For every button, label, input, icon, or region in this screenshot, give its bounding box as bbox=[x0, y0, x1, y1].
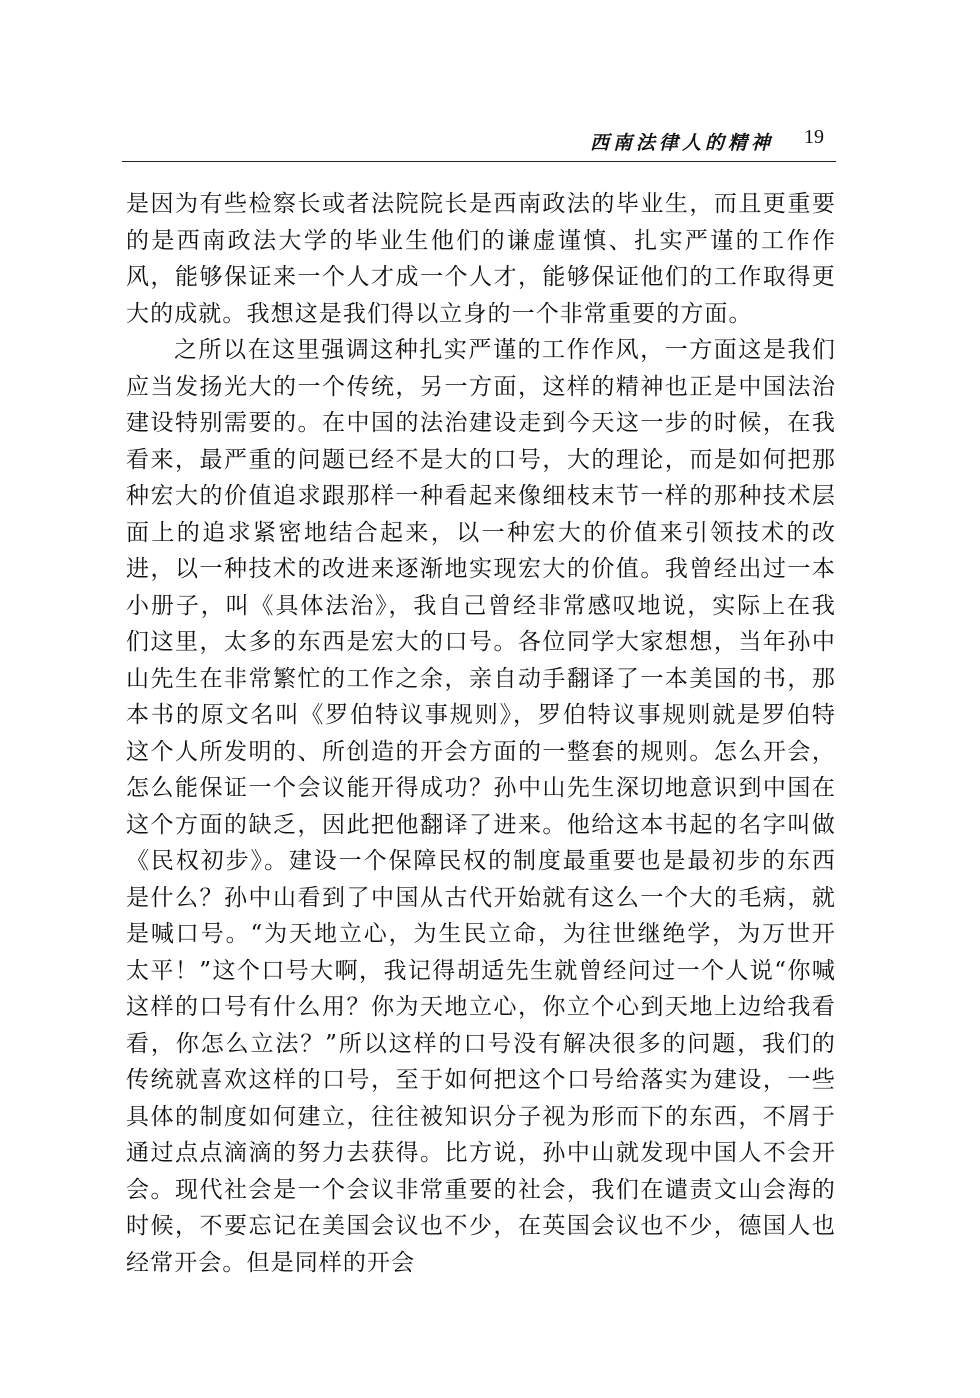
header-rule bbox=[122, 161, 836, 162]
paragraph: 之所以在这里强调这种扎实严谨的工作作风，一方面这是我们应当发扬光大的一个传统，另一方面，这样的精神也正是中国法治建设特别需要的。在中国的法治建设走到今天这一步的时候，在我看来，最严重的问题已经不是大的口号，大的理论，而是如何把那种宏大的价值追求跟那样一种看起来像细枝末节一样的那种技术层面上的追求紧密地结合起来，以一种宏大的价值来引领技术的改进，以一种技术的改进来逐渐地实现宏大的价值。我曾经出过一本小册子，叫《具体法治》，我自己曾经非常感叹地说，实际上在我们这里，太多的东西是宏大的口号。各位同学大家想想，当年孙中山先生在非常繁忙的工作之余，亲自动手翻译了一本美国的书，那本书的原文名叫《罗伯特议事规则》，罗伯特议事规则就是罗伯特这个人所发明的、所创造的开会方面的一整套的规则。怎么开会，怎么能保证一个会议能开得成功？孙中山先生深切地意识到中国在这个方面的缺乏，因此把他翻译了进来。他给这本书起的名字叫做《民权初步》。建设一个保障民权的制度最重要也是最初步的东西是什么？孙中山看到了中国从古代开始就有这么一个大的毛病，就是喊口号。“为天地立心，为生民立命，为往世继绝学，为万世开太平！”这个口号大啊，我记得胡适先生就曾经问过一个人说“你喊这样的口号有什么用？你为天地立心，你立个心到天地上边给我看看，你怎么立法？”所以这样的口号没有解决很多的问题，我们的传统就喜欢这样的口号，至于如何把这个口号给落实为建设，一些具体的制度如何建立，往往被知识分子视为形而下的东西，不屑于通过点点滴滴的努力去获得。比方说，孙中山就发现中国人不会开会。现代社会是一个会议非常重要的社会，我们在谴责文山会海的时候，不要忘记在美国会议也不少，在英国会议也不少，德国人也经常开会。但是同样的开会 bbox=[126, 337, 836, 1276]
running-title: 西南法律人的精神 bbox=[589, 132, 774, 154]
paragraph: 是因为有些检察长或者法院院长是西南政法的毕业生，而且更重要的是西南政法大学的毕业生他们的谦虚谨慎、扎实严谨的工作作风，能够保证来一个人才成一个人才，能够保证他们的工作取得更大的成就。我想这是我们得以立身的一个非常重要的方面。 bbox=[126, 191, 836, 327]
body-text bbox=[126, 186, 836, 1281]
page-number: 19 bbox=[804, 126, 824, 148]
running-header bbox=[122, 128, 836, 158]
